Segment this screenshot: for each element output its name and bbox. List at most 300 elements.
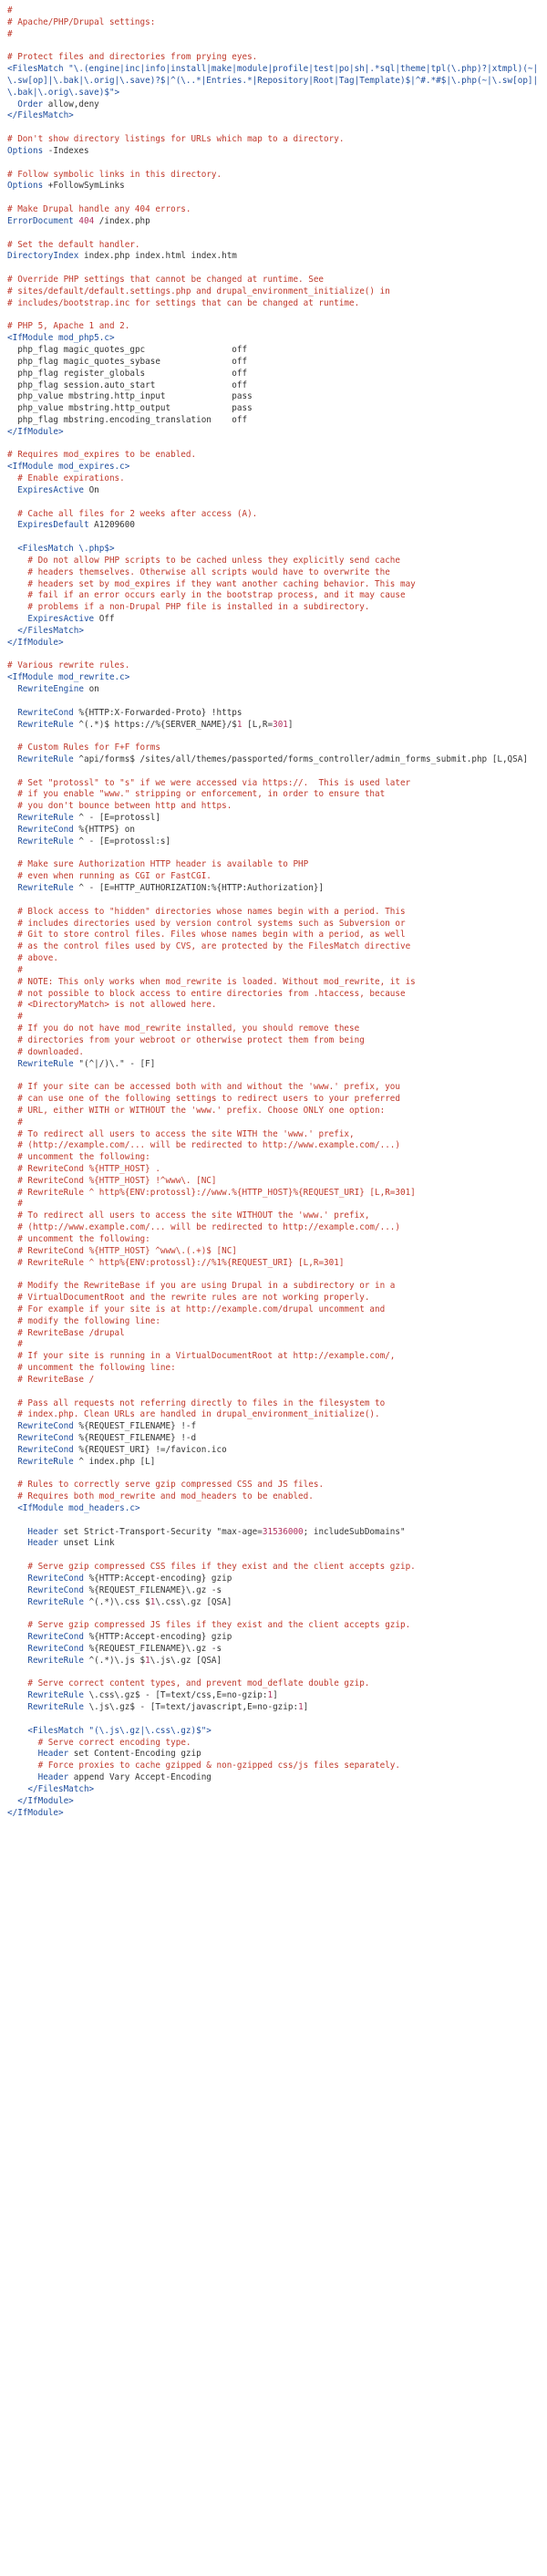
code-line xyxy=(7,1784,542,1796)
indent xyxy=(7,1632,27,1642)
comment-text: # directories from your webroot or otherwise protect them from being xyxy=(7,1034,365,1045)
directive-args: ^ - [E=HTTP_AUTHORIZATION:%{HTTP:Authorization}] xyxy=(73,883,325,894)
comment-text: # xyxy=(7,1117,23,1127)
comment-text: # RewriteCond %{HTTP_HOST} . xyxy=(7,1163,160,1174)
number-token: 404 xyxy=(78,215,95,226)
comment-text: # Serve gzip compressed JS files if they exist and the client accepts gzip. xyxy=(7,1620,411,1631)
indent xyxy=(7,1059,17,1069)
code-line xyxy=(7,240,542,252)
directive-keyword: Header xyxy=(27,1526,58,1537)
code-line xyxy=(7,754,542,766)
code-line xyxy=(7,684,542,696)
comment-text: # Cache all files for 2 weeks after access (A). xyxy=(7,508,258,519)
directive-keyword: RewriteRule xyxy=(17,1456,74,1467)
code-line xyxy=(7,1656,542,1667)
code-line xyxy=(7,1047,542,1059)
block-tag: </IfModule> xyxy=(7,1807,64,1818)
code-line xyxy=(7,1094,542,1106)
code-line xyxy=(7,1550,542,1562)
directive-args: "(^|/)\." - [F] xyxy=(73,1058,156,1069)
directive-args: \.js\.gz$ - [T=text/javascript,E=no-gzip: xyxy=(83,1702,299,1713)
code-line xyxy=(7,1351,542,1363)
setting-text: php_flag mbstring.encoding_translation off xyxy=(7,414,248,425)
code-line xyxy=(7,1140,542,1152)
comment-text: # Protect files and directories from prying eyes. xyxy=(7,52,258,63)
code-line xyxy=(7,64,542,99)
directive-keyword: RewriteCond xyxy=(27,1632,84,1643)
number-token: 1 xyxy=(145,1655,150,1666)
code-line xyxy=(7,1082,542,1094)
code-line xyxy=(7,204,542,216)
directive-args: /index.php xyxy=(94,215,150,226)
block-tag: <FilesMatch "(\.js\.gz|\.css\.gz)$"> xyxy=(7,1725,212,1736)
code-line xyxy=(7,1690,542,1702)
comment-text: # Force proxies to cache gzipped & non-gzipped css/js files separately. xyxy=(7,1761,400,1771)
comment-text: # xyxy=(7,28,13,39)
block-tag: <FilesMatch "\.(engine|inc|info|install|make|module|profile|test|po|sh|.*sql|theme|tpl(\.php)?|xtmpl)(~|\.sw[op]|\.bak|\.orig|\.save)?$|^(\..*|Entries.*|Repository|Root|Tag|Template)$|^#.*#$|\.php(~|\.sw[op]|\.bak|\.orig\.save)$"> xyxy=(7,64,539,98)
block-tag: </FilesMatch> xyxy=(7,625,84,636)
code-line xyxy=(7,181,542,192)
code-line xyxy=(7,170,542,182)
code-line xyxy=(7,1469,542,1480)
comment-text: # not possible to block access to entire directories from .htaccess, because xyxy=(7,988,406,999)
comment-text: # Override PHP settings that cannot be changed at runtime. See xyxy=(7,275,325,286)
comment-text: # even when running as CGI or FastCGI. xyxy=(7,871,212,882)
code-line xyxy=(7,1433,542,1445)
code-line xyxy=(7,1387,542,1398)
code-line xyxy=(7,99,542,111)
comment-text: # headers set by mod_expires if they want another caching behavior. This may xyxy=(7,578,416,589)
code-line xyxy=(7,1574,542,1585)
code-line xyxy=(7,731,542,743)
code-line xyxy=(7,1562,542,1574)
code-line xyxy=(7,1234,542,1246)
directive-args: A1209600 xyxy=(88,520,135,531)
directive-args: %{REQUEST_FILENAME} !-f xyxy=(73,1421,197,1432)
code-line xyxy=(7,1129,542,1141)
comment-text: # xyxy=(7,5,13,16)
directive-keyword: RewriteEngine xyxy=(17,684,84,695)
code-line xyxy=(7,52,542,64)
code-line xyxy=(7,345,542,357)
code-line xyxy=(7,1585,542,1597)
block-tag: </IfModule> xyxy=(7,426,64,437)
block-tag: </IfModule> xyxy=(7,637,64,648)
directive-keyword: RewriteCond xyxy=(27,1573,84,1584)
directive-args: ; includeSubDomains" xyxy=(303,1526,406,1537)
indent xyxy=(7,1702,27,1712)
comment-text: # RewriteCond %{HTTP_HOST} ^www\.(.+)$ [NC] xyxy=(7,1245,237,1256)
directive-keyword: RewriteCond xyxy=(17,707,74,718)
code-line xyxy=(7,1480,542,1491)
comment-text: # downloaded. xyxy=(7,1046,84,1057)
indent xyxy=(7,684,17,694)
code-line xyxy=(7,1398,542,1410)
code-line xyxy=(7,989,542,1001)
code-line xyxy=(7,134,542,146)
code-line xyxy=(7,1538,542,1550)
directive-args: ] xyxy=(287,719,294,730)
indent xyxy=(7,1656,27,1666)
number-token: 1 xyxy=(150,1596,156,1607)
code-line xyxy=(7,813,542,825)
indent xyxy=(7,99,17,109)
code-line xyxy=(7,1749,542,1761)
directive-args: %{HTTP:Accept-encoding} gzip xyxy=(83,1632,232,1643)
comment-text: # headers themselves. Otherwise all scripts would have to overwrite the xyxy=(7,566,390,577)
directive-args: unset Link xyxy=(57,1538,115,1549)
comment-text: # Git to store control files. Files whose names begin with a period, as well xyxy=(7,930,406,940)
code-line xyxy=(7,122,542,134)
code-line xyxy=(7,801,542,813)
code-line xyxy=(7,1772,542,1784)
code-line xyxy=(7,1152,542,1164)
code-line xyxy=(7,497,542,509)
code-line xyxy=(7,1363,542,1375)
code-line xyxy=(7,5,542,17)
code-line xyxy=(7,1375,542,1387)
code-line xyxy=(7,110,542,122)
comment-text: # xyxy=(7,964,23,975)
comment-text: # RewriteBase /drupal xyxy=(7,1327,125,1338)
code-line xyxy=(7,146,542,158)
code-line xyxy=(7,1515,542,1527)
directive-args: ^(.*)$ https://%{SERVER_NAME}/$ xyxy=(73,719,237,730)
comment-text: # uncomment the following: xyxy=(7,1233,150,1244)
number-token: 1 xyxy=(267,1690,274,1701)
comment-text: # Set "protossl" to "s" if we were accessed via https://. This is used later xyxy=(7,777,411,788)
code-line xyxy=(7,1269,542,1281)
indent xyxy=(7,1597,27,1607)
directive-args: +FollowSymLinks xyxy=(43,181,125,192)
code-line xyxy=(7,439,542,451)
directive-keyword: RewriteCond xyxy=(17,1444,74,1455)
directive-keyword: RewriteRule xyxy=(17,1058,74,1069)
code-line xyxy=(7,778,542,790)
code-line xyxy=(7,1304,542,1316)
code-line xyxy=(7,485,542,497)
directive-keyword: RewriteRule xyxy=(27,1690,84,1701)
directive-keyword: RewriteRule xyxy=(17,836,74,847)
indent xyxy=(7,1457,17,1467)
code-line xyxy=(7,298,542,310)
directive-keyword: RewriteCond xyxy=(27,1584,84,1595)
indent xyxy=(7,614,27,624)
code-line xyxy=(7,1608,542,1620)
comment-text: # To redirect all users to access the site WITHOUT the 'www.' prefix, xyxy=(7,1210,370,1221)
code-line xyxy=(7,941,542,953)
number-token: 301 xyxy=(273,719,288,730)
code-line xyxy=(7,473,542,485)
directive-keyword: RewriteCond xyxy=(17,824,74,835)
block-tag: <IfModule mod_php5.c> xyxy=(7,333,115,344)
code-line xyxy=(7,1644,542,1656)
directive-args: [L,R= xyxy=(242,719,274,730)
code-line xyxy=(7,1503,542,1515)
comment-text: # Make Drupal handle any 404 errors. xyxy=(7,204,191,215)
comment-text: # includes/bootstrap.inc for settings that can be changed at runtime. xyxy=(7,297,360,308)
indent xyxy=(7,1690,27,1700)
code-line xyxy=(7,216,542,228)
code-line xyxy=(7,907,542,919)
code-line xyxy=(7,263,542,275)
comment-text: # you don't bounce between http and https. xyxy=(7,801,232,812)
number-token: 31536000 xyxy=(262,1526,304,1537)
comment-text: # URL, either WITH or WITHOUT the 'www.' prefix. Choose ONLY one option: xyxy=(7,1105,386,1116)
code-line xyxy=(7,544,542,556)
code-line xyxy=(7,1281,542,1293)
directive-keyword: ErrorDocument xyxy=(7,215,74,226)
code-line xyxy=(7,789,542,801)
code-line xyxy=(7,450,542,462)
code-line xyxy=(7,415,542,427)
comment-text: # Do not allow PHP scripts to be cached unless they explicitly send cache xyxy=(7,555,400,566)
comment-text: # To redirect all users to access the site WITH the 'www.' prefix, xyxy=(7,1128,355,1139)
directive-keyword: RewriteRule xyxy=(17,754,74,764)
indent xyxy=(7,1644,27,1654)
code-line xyxy=(7,1445,542,1457)
indent xyxy=(7,1585,27,1595)
comment-text: # If your site can be accessed both with and without the 'www.' prefix, you xyxy=(7,1082,400,1093)
comment-text: # xyxy=(7,1199,23,1210)
comment-text: # problems if a non-Drupal PHP file is installed in a subdirectory. xyxy=(7,602,370,613)
comment-text: # Modify the RewriteBase if you are using Drupal in a subdirectory or in a xyxy=(7,1281,396,1292)
code-line xyxy=(7,848,542,860)
comment-text: # Requires mod_expires to be enabled. xyxy=(7,450,197,461)
directive-args: index.php index.html index.htm xyxy=(78,251,237,262)
code-line xyxy=(7,883,542,895)
comment-text: # Custom Rules for F+F forms xyxy=(7,743,160,753)
code-line xyxy=(7,532,542,544)
code-line xyxy=(7,1421,542,1433)
comment-text: # RewriteRule ^ http%{ENV:protossl}://www.%{HTTP_HOST}%{REQUEST_URI} [L,R=301] xyxy=(7,1187,416,1198)
directive-keyword: Header xyxy=(37,1772,69,1783)
directive-keyword: ExpiresActive xyxy=(27,614,95,625)
code-line xyxy=(7,1246,542,1258)
directive-args: set Strict-Transport-Security "max-age= xyxy=(57,1526,263,1537)
code-line xyxy=(7,380,542,392)
setting-text: php_value mbstring.http_output pass xyxy=(7,403,253,414)
setting-text: php_flag session.auto_start off xyxy=(7,379,248,390)
directive-args: %{HTTPS} on xyxy=(73,824,135,835)
code-line xyxy=(7,1188,542,1200)
comment-text: # sites/default/default.settings.php and drupal_environment_initialize() in xyxy=(7,286,390,296)
code-line xyxy=(7,672,542,684)
number-token: 1 xyxy=(298,1702,304,1713)
code-line xyxy=(7,626,542,638)
directive-args: %{REQUEST_URI} !=/favicon.ico xyxy=(73,1444,227,1455)
code-line xyxy=(7,1035,542,1047)
comment-text: # uncomment the following line: xyxy=(7,1363,176,1374)
directive-args: On xyxy=(83,484,99,495)
indent xyxy=(7,1421,17,1431)
code-line xyxy=(7,1457,542,1469)
code-line xyxy=(7,1293,542,1304)
code-line xyxy=(7,1714,542,1726)
directive-args: %{HTTP:Accept-encoding} gzip xyxy=(83,1573,232,1584)
directive-args: \.css\.gz$ - [T=text/css,E=no-gzip: xyxy=(83,1690,268,1701)
directive-args: ^ - [E=protossl:s] xyxy=(73,836,171,847)
indent xyxy=(7,754,17,764)
code-line xyxy=(7,859,542,871)
comment-text: # xyxy=(7,1012,23,1023)
comment-text: # Make sure Authorization HTTP header is available to PHP xyxy=(7,859,309,870)
comment-text: # Apache/PHP/Drupal settings: xyxy=(7,16,156,27)
block-tag: <IfModule mod_expires.c> xyxy=(7,462,130,473)
code-line xyxy=(7,871,542,883)
code-line xyxy=(7,930,542,941)
comment-text: # as the control files used by CVS, are protected by the FilesMatch directive xyxy=(7,941,411,952)
comment-text: # index.php. Clean URLs are handled in drupal_environment_initialize(). xyxy=(7,1409,380,1420)
code-line xyxy=(7,509,542,521)
code-line xyxy=(7,1164,542,1176)
comment-text: # (http://www.example.com/... will be redirected to http://example.com/...) xyxy=(7,1222,400,1233)
code-line xyxy=(7,614,542,626)
directive-args: allow,deny xyxy=(43,99,99,109)
directive-keyword: RewriteRule xyxy=(17,813,74,824)
comment-text: # Follow symbolic links in this directory. xyxy=(7,169,222,180)
code-line xyxy=(7,192,542,204)
directive-args: %{HTTP:X-Forwarded-Proto} !https xyxy=(73,707,243,718)
code-line xyxy=(7,1738,542,1750)
code-line xyxy=(7,1199,542,1210)
indent xyxy=(7,825,17,835)
code-line xyxy=(7,743,542,754)
code-line xyxy=(7,965,542,977)
comment-text: # <DirectoryMatch> is not allowed here. xyxy=(7,1000,217,1011)
directive-args: %{REQUEST_FILENAME} !-d xyxy=(73,1433,197,1444)
code-line xyxy=(7,602,542,614)
directive-keyword: Options xyxy=(7,181,44,192)
directive-keyword: RewriteCond xyxy=(27,1643,84,1654)
directive-args: ^(.*)\.css $ xyxy=(83,1596,150,1607)
comment-text: # NOTE: This only works when mod_rewrite is loaded. Without mod_rewrite, it is xyxy=(7,976,416,987)
directive-keyword: RewriteRule xyxy=(27,1655,84,1666)
indent xyxy=(7,708,17,718)
setting-text: php_flag register_globals off xyxy=(7,368,248,379)
directive-args: ^ index.php [L] xyxy=(73,1456,156,1467)
number-token: 1 xyxy=(236,719,243,730)
indent xyxy=(7,720,17,730)
code-line xyxy=(7,1491,542,1503)
code-line xyxy=(7,836,542,848)
code-line xyxy=(7,391,542,403)
comment-text: # If your site is running in a VirtualDocumentRoot at http://example.com/, xyxy=(7,1351,396,1362)
code-line xyxy=(7,17,542,29)
code-line xyxy=(7,228,542,240)
indent xyxy=(7,1433,17,1443)
indent xyxy=(7,1749,38,1759)
code-line xyxy=(7,1117,542,1129)
code-line xyxy=(7,321,542,333)
code-line xyxy=(7,1796,542,1808)
code-line xyxy=(7,357,542,369)
directive-keyword: Header xyxy=(37,1749,69,1760)
directive-args: %{REQUEST_FILENAME}\.gz -s xyxy=(83,1643,222,1654)
indent xyxy=(7,1445,17,1455)
code-line xyxy=(7,310,542,322)
comment-text: # RewriteRule ^ http%{ENV:protossl}://%1%{REQUEST_URI} [L,R=301] xyxy=(7,1257,345,1268)
code-line xyxy=(7,403,542,415)
block-tag: <IfModule mod_headers.c> xyxy=(7,1503,140,1513)
code-line xyxy=(7,638,542,649)
code-line xyxy=(7,556,542,567)
indent xyxy=(7,883,17,893)
code-line xyxy=(7,953,542,965)
comment-text: # If you do not have mod_rewrite installed, you should remove these xyxy=(7,1023,360,1034)
directive-keyword: RewriteRule xyxy=(27,1702,84,1713)
setting-text: php_flag magic_quotes_gpc off xyxy=(7,345,248,356)
code-line xyxy=(7,1620,542,1632)
block-tag: </IfModule> xyxy=(7,1795,74,1806)
code-line xyxy=(7,1222,542,1234)
code-line xyxy=(7,29,542,41)
code-line xyxy=(7,567,542,579)
directive-args: -Indexes xyxy=(43,145,89,156)
code-line xyxy=(7,919,542,930)
directive-keyword: ExpiresActive xyxy=(17,484,84,495)
comment-text: # includes directories used by version control systems such as Subversion or xyxy=(7,918,406,929)
code-line xyxy=(7,660,542,672)
code-line xyxy=(7,1106,542,1117)
code-line xyxy=(7,1632,542,1644)
directive-keyword: RewriteRule xyxy=(17,719,74,730)
code-line xyxy=(7,1000,542,1012)
directive-args: on xyxy=(83,684,99,695)
code-line xyxy=(7,1258,542,1270)
block-tag: </FilesMatch> xyxy=(7,110,74,121)
block-tag: <IfModule mod_rewrite.c> xyxy=(7,672,130,683)
comment-text: # Serve gzip compressed CSS files if they exist and the client accepts gzip. xyxy=(7,1562,416,1573)
comment-text: # RewriteBase / xyxy=(7,1374,95,1385)
directive-keyword: ExpiresDefault xyxy=(17,520,89,531)
block-tag: <FilesMatch \.php$> xyxy=(7,544,115,555)
comment-text: # Various rewrite rules. xyxy=(7,660,130,671)
comment-text: # VirtualDocumentRoot and the rewrite rules are not working properly. xyxy=(7,1293,370,1304)
comment-text: # if you enable "www." stripping or enforcement, in order to ensure that xyxy=(7,789,386,800)
code-line xyxy=(7,696,542,708)
code-line xyxy=(7,766,542,778)
comment-text: # Enable expirations. xyxy=(7,473,125,484)
code-line xyxy=(7,1808,542,1820)
code-line xyxy=(7,1678,542,1690)
code-line xyxy=(7,977,542,989)
code-line xyxy=(7,590,542,602)
directive-args: ^(.*)\.js $ xyxy=(83,1655,146,1666)
directive-keyword: RewriteRule xyxy=(17,883,74,894)
comment-text: # uncomment the following: xyxy=(7,1152,150,1163)
directive-args: ^api/forms$ /sites/all/themes/passported/forms_controller/admin_forms_submit.php [L,QSA] xyxy=(73,754,528,764)
code-line xyxy=(7,1210,542,1222)
directive-args: set Content-Encoding gzip xyxy=(68,1749,201,1760)
code-line xyxy=(7,825,542,836)
code-line xyxy=(7,427,542,439)
directive-keyword: RewriteRule xyxy=(27,1596,84,1607)
code-line xyxy=(7,251,542,263)
code-line xyxy=(7,520,542,532)
indent xyxy=(7,520,17,530)
directive-args: append Vary Accept-Encoding xyxy=(68,1772,212,1783)
code-line xyxy=(7,708,542,720)
code-line xyxy=(7,895,542,907)
indent xyxy=(7,1538,27,1548)
code-line xyxy=(7,1409,542,1421)
comment-text: # Block access to "hidden" directories whose names begin with a period. This xyxy=(7,906,406,917)
code-line xyxy=(7,1527,542,1539)
code-line xyxy=(7,1702,542,1714)
directive-args: ^ - [E=protossl] xyxy=(73,813,160,824)
code-line xyxy=(7,1059,542,1071)
